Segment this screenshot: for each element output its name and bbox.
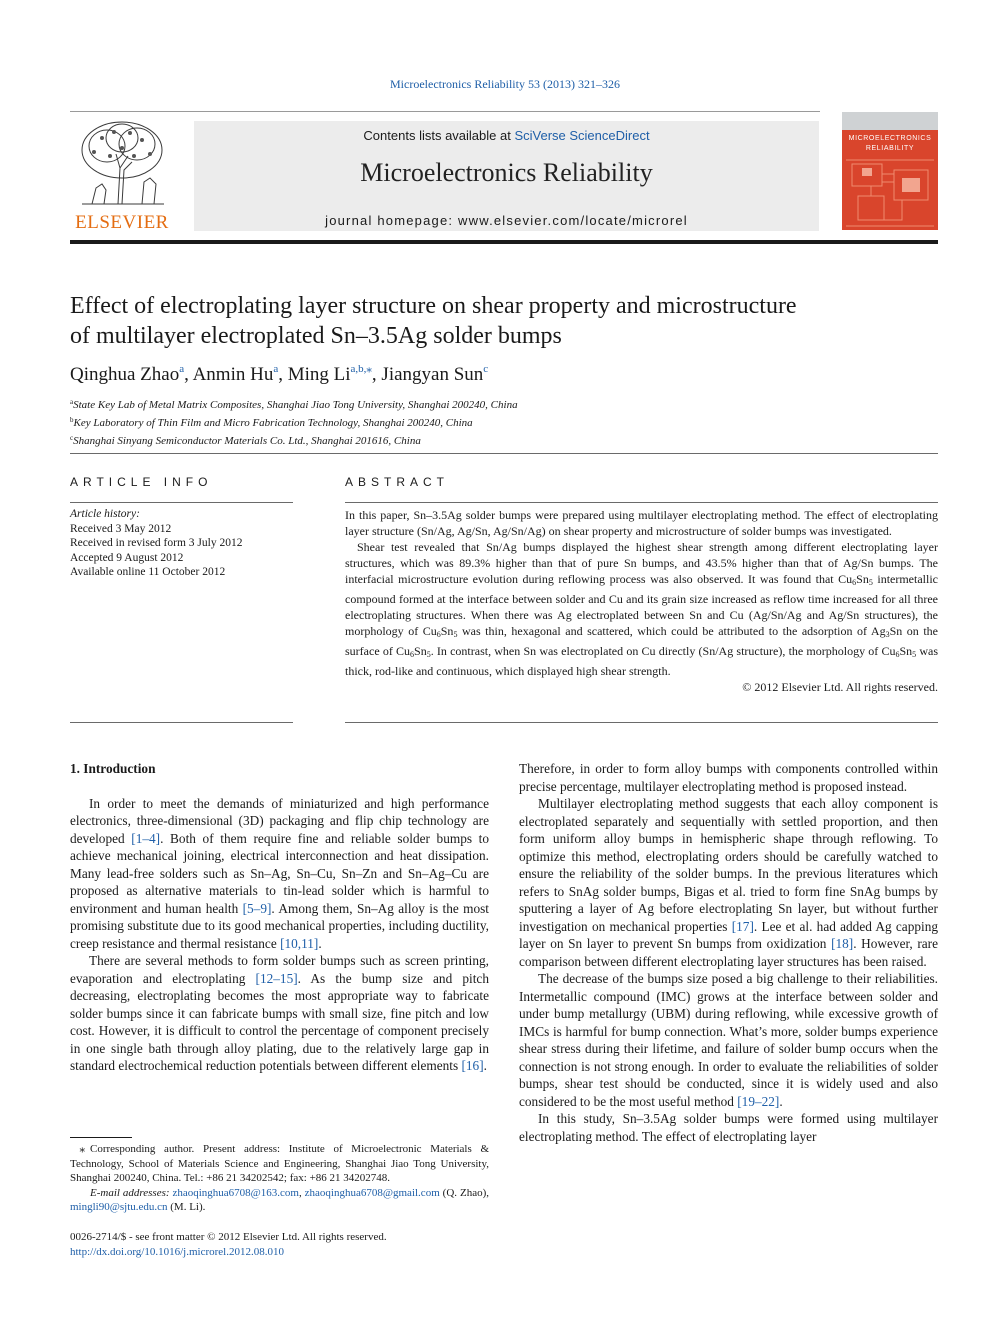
reference-link[interactable]: [10,11]: [280, 935, 319, 951]
abstract-text: . In contrast, when Sn was electroplated on Cu directly (Sn/Ag structure), the morphology of Cu: [430, 644, 896, 658]
reference-link[interactable]: [18]: [831, 936, 854, 951]
author-affiliation-marker[interactable]: c: [483, 363, 489, 375]
footnote-emails: E-mail addresses: zhaoqinghua6708@163.com, zhaoqinghua6708@gmail.com (Q. Zhao), mingli90@sjtu.edu.cn (M. Li).: [70, 1186, 489, 1213]
body-paragraph: [519, 970, 938, 1110]
subscript: 6: [410, 650, 415, 659]
abstract-text: was thick, rod-like and continuous, which displayed high shear strength.: [345, 644, 939, 678]
cover-title-line: RELIABILITY: [865, 145, 915, 152]
history-label: Article history:: [70, 508, 140, 520]
elsevier-logo: [70, 118, 174, 232]
reference-link[interactable]: [19–22]: [737, 1093, 780, 1109]
author-name: Ming Li: [287, 364, 351, 385]
contents-prefix: Contents lists available at: [363, 128, 515, 143]
doi-link[interactable]: http://dx.doi.org/10.1016/j.microrel.2012.08.010: [70, 1245, 284, 1258]
article-title-line: of multilayer electroplated Sn–3.5Ag solder bumps: [70, 323, 562, 349]
body-text: .: [779, 1093, 783, 1109]
cover-top-band: [842, 112, 938, 130]
affiliations: [70, 395, 940, 449]
body-text: . However, rare comparison between different electroplating layer structures has been raised.: [519, 936, 938, 969]
abstract-divider: [345, 502, 938, 503]
author-name: Jiangyan Sun: [381, 364, 484, 385]
corresponding-author-footnote: [70, 1142, 489, 1215]
email-link[interactable]: zhaoqinghua6708@163.com: [172, 1186, 299, 1199]
homepage-prefix: journal homepage:: [325, 213, 459, 228]
email-link[interactable]: zhaoqinghua6708@gmail.com: [304, 1186, 440, 1199]
abstract-text: Sn on the surface of Cu: [345, 624, 938, 658]
author-name: Anmin Hu: [192, 364, 274, 385]
body-paragraph: In this study, Sn–3.5Ag solder bumps were formed using multilayer electroplating method. The effect of electroplating layer: [519, 1111, 938, 1144]
journal-homepage: [194, 213, 819, 228]
reference-link[interactable]: [5–9]: [242, 900, 272, 916]
abstract-text: Sn: [414, 644, 427, 658]
journal-cover-image: [842, 112, 938, 230]
header-thick-divider: [70, 240, 938, 244]
abstract-text: Sn: [440, 624, 454, 638]
subscript: 5: [912, 650, 917, 659]
cover-title-line: MICROELECTRONICS: [848, 135, 932, 142]
abstract-paragraph: In this paper, Sn–3.5Ag solder bumps were prepared using multilayer electroplating method. The effect of electroplating layer structure (Sn/Ag, Ag/Sn, Ag/Sn/Ag) on shear property and microstructure of solder bumps was investigated.: [345, 508, 938, 538]
history-online: Available online 11 October 2012: [70, 566, 226, 578]
abstract-text: Sn: [856, 572, 869, 586]
history-accepted: Accepted 9 August 2012: [70, 551, 184, 564]
issn-line: 0026-2714/$ - see front matter © 2012 Elsevier Ltd. All rights reserved.: [70, 1231, 387, 1243]
body-text: .: [318, 935, 322, 951]
history-revised: Received in revised form 3 July 2012: [70, 537, 243, 549]
subscript: 5: [426, 650, 431, 659]
abstract-copyright: © 2012 Elsevier Ltd. All rights reserved.: [742, 680, 938, 694]
abstract-body: [345, 507, 938, 695]
author-separator: ,: [371, 364, 382, 385]
abstract-divider-bottom: [345, 722, 938, 723]
subscript: 3: [885, 630, 890, 639]
article-info-heading: ARTICLE INFO: [70, 475, 213, 489]
affiliation-text: Key Laboratory of Thin Film and Micro Fabrication Technology, Shanghai 200240, China: [73, 417, 473, 429]
footnote-star: ⁎: [79, 1143, 85, 1155]
abstract-text: Shear test revealed that Sn/Ag bumps displayed the highest shear strength among different electroplating layer structures, which was 89.3% higher than that of pure Sn bumps, and 43.5% higher than that of Ag/Sn bumps. The interfacial microstructure evolution during reflowing process was also observed. It was found that Cu: [345, 540, 938, 586]
email-link[interactable]: mingli90@sjtu.edu.cn: [70, 1201, 168, 1213]
body-text: In order to meet the demands of miniaturized and high performance electronics, three-dimensional (3D) packaging and flip chip technology are developed: [70, 795, 489, 846]
article-title-line: Effect of electroplating layer structure on shear property and microstructure: [70, 293, 797, 319]
section-divider: [70, 453, 938, 454]
affiliation-text: State Key Lab of Metal Matrix Composites, Shanghai Jiao Tong University, Shanghai 200240, China: [73, 399, 518, 411]
article-info-divider: [70, 502, 293, 503]
abstract-paragraph: [345, 539, 938, 679]
body-text: The decrease of the bumps size posed a big challenge to their reliabilities. Intermetallic compound (IMC) grows at the interface between solder and under bump metallurgy (UBM) during reflowing, while excessive growth of IMCs is harmful for bump connection. What’s more, solder bumps experience shear stress during their lifetime, and failure of solder bump occurs when the connection is not strong enough. In order to evaluate the reliabilities of solder bumps, shear test should be conducted, since it is widely used and also considered to be the most useful method: [519, 971, 938, 1109]
sciencedirect-link[interactable]: SciVerse ScienceDirect: [514, 128, 650, 143]
cover-title: [842, 134, 938, 154]
body-text: . As the bump size and pitch decreasing, electroplating becomes the most appropriate way to fabricate solder bumps since it can fabricate bumps with small size, fine pitch and low cost. However, it is difficult to control the percentage of component precisely in one single bath through alloy plating, due to the relatively large gap in standard electrochemical reduction potentials between different elements: [70, 970, 489, 1073]
abstract-text: was thin, hexagonal and scattered, which could be attributed to the adsorption of Ag: [457, 624, 886, 638]
footnote-body: Corresponding author. Present address: Institute of Microelectronic Materials & Technology, School of Materials Science and Engineering, Shanghai Jiao Tong University, Shanghai 200240, China. Tel.: +86 21 34202542; fax: +86 21 34202748.: [70, 1143, 489, 1184]
journal-citation[interactable]: Microelectronics Reliability 53 (2013) 321–326: [390, 77, 620, 91]
publisher-logo-wordmark: ELSEVIER: [75, 212, 169, 233]
footnote-text: [70, 1142, 489, 1186]
affiliation-item: [70, 431, 940, 449]
reference-link[interactable]: [17]: [731, 918, 754, 934]
subscript: 5: [868, 578, 873, 587]
header-divider: [70, 111, 820, 112]
issn-block: [70, 1230, 489, 1259]
subscript: 6: [852, 578, 857, 587]
author-name: Qinghua Zhao: [70, 364, 180, 385]
section-heading-introduction: 1. Introduction: [70, 761, 156, 776]
affiliation-item: [70, 413, 940, 431]
body-paragraph: [519, 795, 938, 970]
body-paragraph: Therefore, in order to form alloy bumps with components controlled within precise percentage, multilayer electroplating method is proposed instead.: [519, 761, 938, 794]
email-owner: (Q. Zhao),: [439, 1186, 489, 1199]
abstract-text: intermetallic compound formed at the interface between solder and Cu and its grain size increased as reflow time increased for all three electroplating structures. When there was Ag electroplated between Sn and Cu (Ag/Sn/Ag and Ag/Sn structures), the morphology of Cu: [345, 572, 939, 638]
circuit-pattern-icon: [842, 156, 938, 230]
footnote-divider: [70, 1137, 132, 1138]
subscript: 5: [453, 630, 458, 639]
affiliation-item: [70, 395, 940, 413]
article-info-divider-bottom: [70, 722, 293, 723]
elsevier-tree-icon: [72, 118, 172, 210]
body-column-right: [519, 760, 938, 1145]
author-separator: ,: [184, 364, 193, 385]
body-column-left: [70, 760, 489, 1075]
body-text: . Among them, Sn–Ag alloy is the most promising substitute due to its good mechanical properties, including ductility, creep resistance and thermal resistance: [70, 900, 489, 951]
affiliation-text: Shanghai Sinyang Semiconductor Materials Co. Ltd., Shanghai 201616, China: [73, 435, 421, 447]
reference-link[interactable]: [12–15]: [255, 970, 298, 986]
subscript: 6: [436, 630, 441, 639]
reference-link[interactable]: [16]: [461, 1058, 484, 1073]
article-history: [70, 507, 293, 580]
body-text: .: [483, 1058, 487, 1073]
contents-availability: [194, 128, 819, 143]
body-paragraph: [70, 952, 489, 1075]
email-owner: (M. Li).: [167, 1201, 206, 1213]
body-text: Multilayer electroplating method suggests that each alloy component is electroplated separately and sequentially with settled proportion, and then form uniform alloy bumps in hemispheric shape through reflowing. To optimize this method, electroplating orders should be carefully watched to ensure the reliability of the solder bumps. In the previous literatures which refers to SnAg solder bumps, Bigas et al. tried to form fine SnAg bumps by sputtering a layer of Ag before electroplating Sn layer, but without further investigation on mechanical properties: [519, 796, 938, 934]
author-separator: ,: [278, 364, 288, 385]
author-affiliation-marker[interactable]: a: [273, 363, 279, 375]
homepage-url[interactable]: www.elsevier.com/locate/microrel: [458, 213, 688, 228]
abstract-heading: ABSTRACT: [345, 475, 450, 489]
affiliation-key: a: [70, 398, 74, 406]
body-text: . Lee et al. had added Ag capping layer on Sn layer to prevent Sn bumps from oxidization: [519, 918, 938, 951]
author-affiliation-marker[interactable]: a,b,⁎: [350, 363, 372, 375]
author-affiliation-marker[interactable]: a: [179, 363, 185, 375]
journal-name: Microelectronics Reliability: [360, 158, 653, 187]
journal-banner: [194, 121, 819, 231]
affiliation-key: b: [70, 416, 74, 424]
body-text: . Both of them require fine and reliable solder bumps to achieve mechanical joining, electrical interconnection and heat dissipation. Many lead-free solders such as Sn–Ag, Sn–Cu, Sn–Zn and Sn–Ag–Cu are proposed as alternative materials to tin-lead solder which is harmful to environment and human health: [70, 830, 489, 916]
body-paragraph: [70, 795, 489, 953]
author-list: [70, 362, 940, 386]
body-text: There are several methods to form solder bumps such as screen printing, evaporation and electroplating: [70, 953, 489, 986]
article-title: [70, 291, 940, 351]
history-received: Received 3 May 2012: [70, 522, 172, 535]
email-label: E-mail addresses:: [90, 1186, 170, 1199]
reference-link[interactable]: [1–4]: [131, 830, 161, 846]
affiliation-key: c: [70, 434, 74, 442]
abstract-text: Sn: [899, 644, 913, 658]
subscript: 6: [895, 650, 900, 659]
